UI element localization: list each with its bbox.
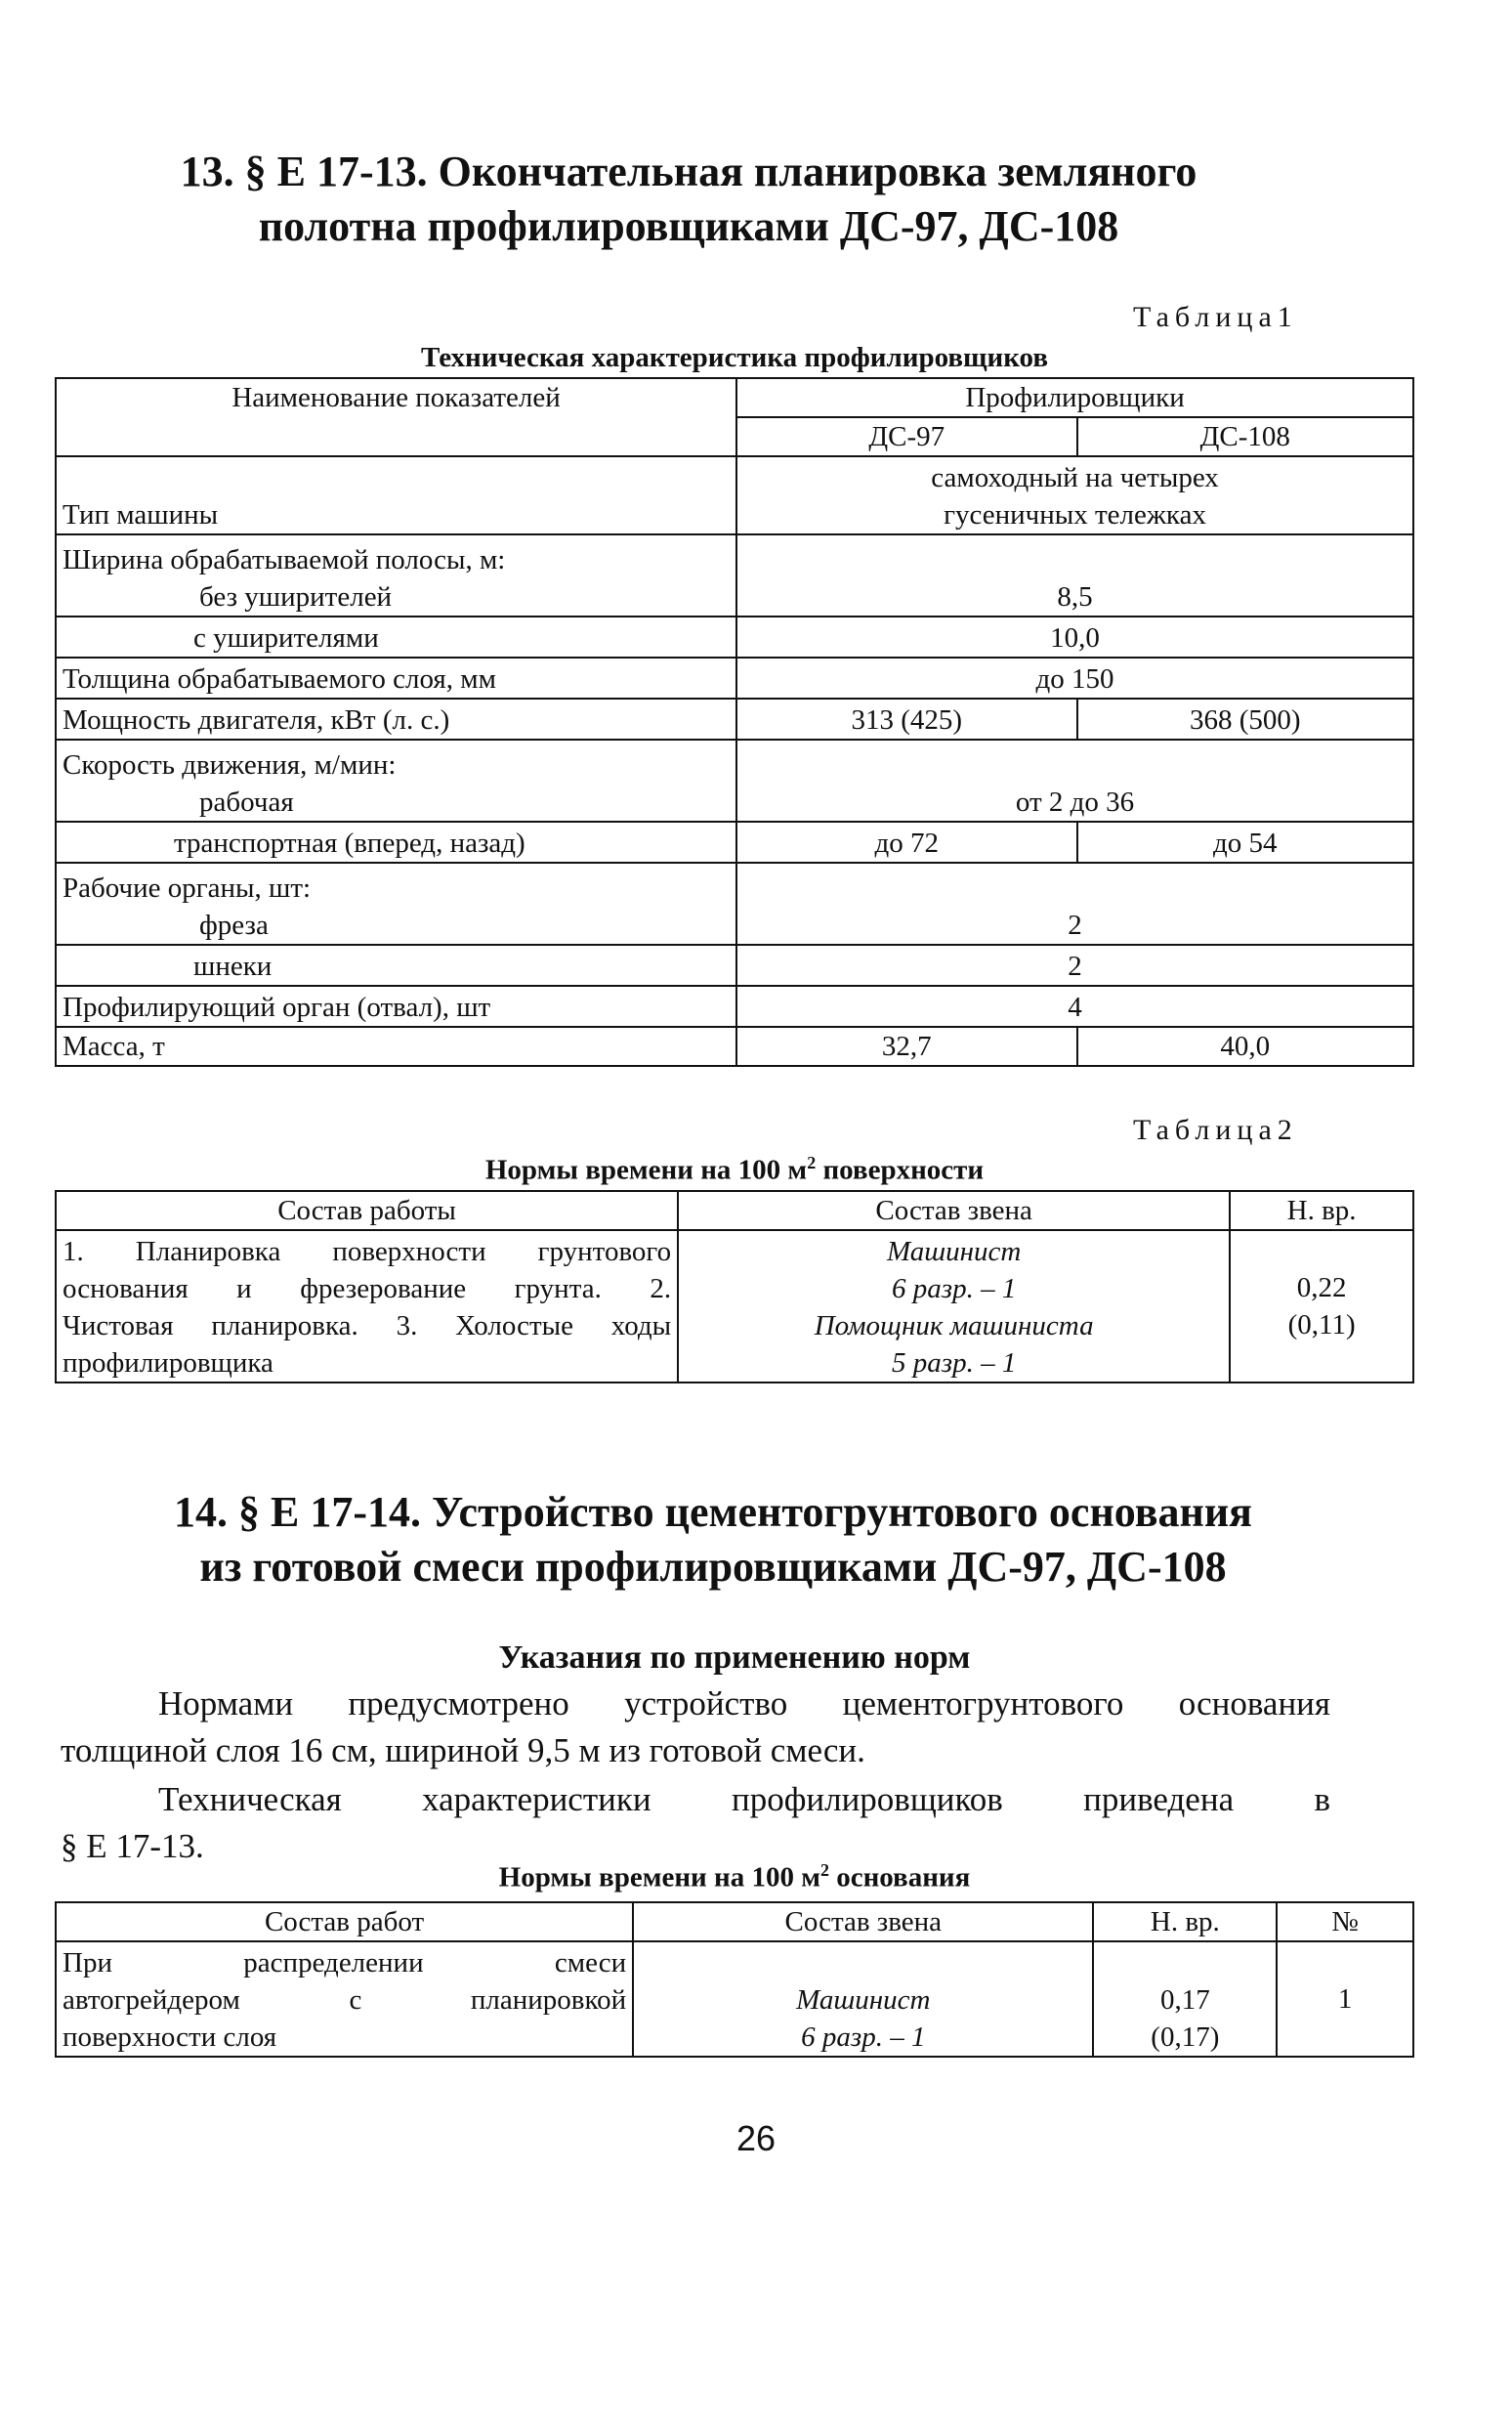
table3-work-line: автогрейдером с планировкой <box>63 1984 627 2016</box>
table2-caption-sup: 2 <box>807 1153 817 1172</box>
table1-speed-work-value: от 2 до 36 <box>736 740 1413 822</box>
table1-power-a: 313 (425) <box>736 699 1076 740</box>
table2-norm-alt: (0,11) <box>1287 1309 1356 1340</box>
table1-type-value <box>736 456 1413 534</box>
para2-line1: Техническая характеристики профилировщиков приведена в <box>158 1780 1330 1818</box>
table3-col3: Н. вр. <box>1093 1902 1277 1941</box>
table2-caption <box>55 1153 1414 1187</box>
table1-width-no-ext-value: 8,5 <box>736 534 1413 617</box>
table2-work <box>56 1230 678 1383</box>
table1-thickness-label: Толщина обрабатываемого слоя, мм <box>56 658 736 699</box>
table2-crew-line: Машинист <box>886 1236 1022 1267</box>
section-14-subheading: Указания по применению норм <box>498 1639 971 1676</box>
table2-crew <box>678 1230 1230 1383</box>
table1-col-b: ДС-108 <box>1077 417 1414 456</box>
table1-type-label: Тип машины <box>56 456 736 534</box>
table1-augers-value: 2 <box>736 945 1413 986</box>
table2-norm-value: 0,22 <box>1296 1272 1347 1303</box>
table2-work-line: Чистовая планировка. 3. Холостые ходы <box>63 1310 672 1341</box>
table1-speed-cell <box>56 740 736 822</box>
table1-col-a: ДС-97 <box>736 417 1076 456</box>
table1-organs-cell <box>56 863 736 945</box>
table1-type-value-line2: гусеничных тележках <box>944 499 1206 531</box>
table3-norm-value: 0,17 <box>1159 1984 1210 2016</box>
section-14-paragraph-1 <box>61 1680 1330 1774</box>
table1-width-ext-value: 10,0 <box>736 617 1413 658</box>
table2-col2: Состав звена <box>678 1191 1230 1230</box>
table2-norm <box>1230 1230 1413 1383</box>
section-13-title-line1: 13. § Е 17-13. Окончательная планировка земляного <box>180 148 1197 195</box>
table1-speed-transport-a: до 72 <box>736 822 1076 863</box>
table1-power-label: Мощность двигателя, кВт (л. с.) <box>56 699 736 740</box>
table3-crew-line2: 6 разр. – 1 <box>801 2021 926 2053</box>
table3-row-num: 1 <box>1277 1941 1413 2057</box>
table1-mill-value: 2 <box>736 863 1413 945</box>
table1-width-no-ext-label: без уширителей <box>199 581 393 613</box>
section-14-title-line1: 14. § Е 17-14. Устройство цементогрунтового основания <box>174 1488 1252 1536</box>
table2-caption-text: Нормы времени на 100 м <box>484 1154 808 1186</box>
table1-organs-label: Рабочие органы, шт: <box>63 872 312 904</box>
table1-label: Таблица1 <box>1133 301 1298 333</box>
section-13-title <box>147 145 1231 254</box>
table1-speed-transport-label: транспортная (вперед, назад) <box>56 822 736 863</box>
table3-col4: № <box>1277 1902 1413 1941</box>
table3-work <box>56 1941 633 2057</box>
table2-work-line: профилировщика <box>63 1347 273 1379</box>
table1 <box>55 377 1414 1067</box>
table2-caption-tail: поверхности <box>816 1154 985 1186</box>
table1-speed-transport-b: до 54 <box>1077 822 1414 863</box>
table1-mass-b: 40,0 <box>1077 1027 1414 1066</box>
page-number: 26 <box>735 2118 777 2158</box>
table1-header-param: Наименование показателей <box>56 378 736 456</box>
table3-col2: Состав звена <box>633 1902 1093 1941</box>
table1-header-group: Профилировщики <box>736 378 1413 417</box>
table2-col3: Н. вр. <box>1230 1191 1413 1230</box>
table1-mass-a: 32,7 <box>736 1027 1076 1066</box>
section-14-title-line2: из готовой смеси профилировщиками ДС-97, ДС-108 <box>199 1543 1227 1591</box>
table1-speed-label: Скорость движения, м/мин: <box>63 749 397 781</box>
table1-power-b: 368 (500) <box>1077 699 1414 740</box>
table3-work-line: поверхности слоя <box>63 2021 277 2053</box>
table1-thickness-value: до 150 <box>736 658 1413 699</box>
para1-line2: толщиной слоя 16 см, шириной 9,5 м из готовой смеси. <box>61 1731 865 1769</box>
table1-width-ext-label: с уширителями <box>56 617 736 658</box>
table2-label: Таблица2 <box>1133 1114 1298 1146</box>
para2-line2: § Е 17-13. <box>61 1827 204 1865</box>
table1-width-cell <box>56 534 736 617</box>
table3-norm-alt: (0,17) <box>1151 2021 1220 2053</box>
table3-norm <box>1093 1941 1277 2057</box>
table2-work-line: 1. Планировка поверхности грунтового <box>63 1236 672 1267</box>
table2-col1: Состав работы <box>56 1191 678 1230</box>
section-14-paragraph-2 <box>61 1776 1330 1870</box>
table2-work-line: основания и фрезерование грунта. 2. <box>63 1273 672 1304</box>
table2-crew-line: Помощник машиниста <box>814 1310 1094 1341</box>
section-13-title-line2: полотна профилировщиками ДС-97, ДС-108 <box>258 202 1119 250</box>
table1-blade-value: 4 <box>736 986 1413 1027</box>
table3-caption-tail: основания <box>828 1861 971 1893</box>
table3-crew-line1: Машинист <box>796 1984 931 2016</box>
table1-width-label: Ширина обрабатываемой полосы, м: <box>63 544 506 575</box>
table3-col1: Состав работ <box>56 1902 633 1941</box>
table3-caption-sup: 2 <box>819 1860 829 1880</box>
table1-speed-work-label: рабочая <box>199 787 294 818</box>
table1-type-value-line1: самоходный на четырех <box>931 462 1219 493</box>
table1-blade-label: Профилирующий орган (отвал), шт <box>56 986 736 1027</box>
section-14-title <box>98 1485 1328 1595</box>
table1-augers-label: шнеки <box>56 945 736 986</box>
table3-caption-text: Нормы времени на 100 м <box>498 1861 820 1893</box>
table2-crew-line: 5 разр. – 1 <box>892 1347 1017 1379</box>
table2 <box>55 1190 1414 1383</box>
table3-crew <box>633 1941 1093 2057</box>
table3 <box>55 1901 1414 2058</box>
para1-line1: Нормами предусмотрено устройство цементогрунтового основания <box>158 1684 1330 1723</box>
table1-caption: Техническая характеристика профилировщиков <box>421 342 1048 373</box>
table3-work-line: При распределении смеси <box>63 1947 627 1978</box>
table2-crew-line: 6 разр. – 1 <box>892 1273 1017 1304</box>
table1-mass-label: Масса, т <box>56 1027 736 1066</box>
table1-mill-label: фреза <box>199 910 269 941</box>
table3-caption <box>55 1860 1414 1894</box>
